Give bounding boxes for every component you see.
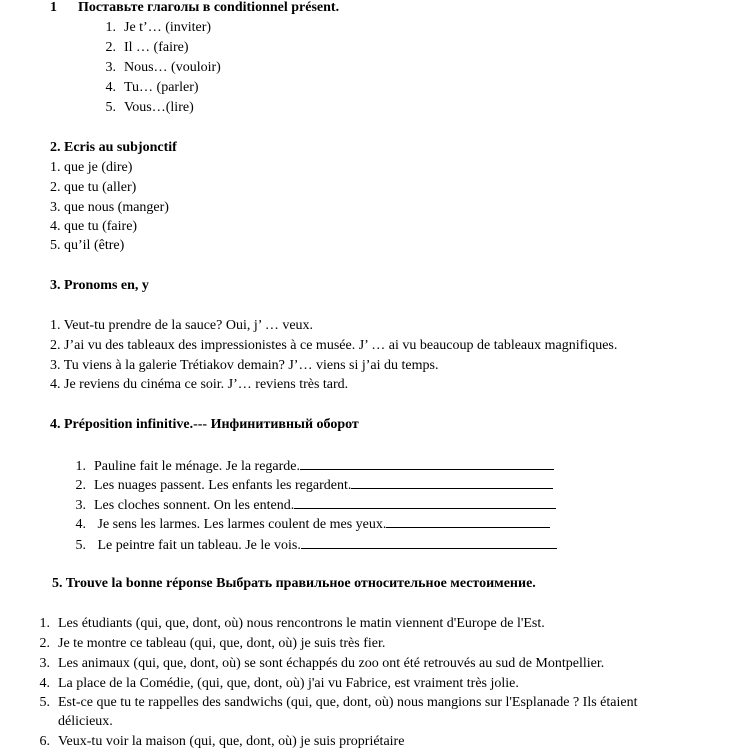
s4-item: 2. Les nuages passent. Les enfants les regardent. bbox=[64, 474, 553, 496]
s2-item: 3. que nous (manger) bbox=[50, 200, 169, 215]
s2-item: 4. que tu (faire) bbox=[50, 219, 138, 234]
s5-item: 5. Est-ce que tu te rappelles des sandwichs (qui, que, dont, où) nous mangions sur l'Esplanade ? Ils étaient bbox=[39, 695, 638, 710]
s5-item: 2. Je te montre ce tableau (qui, que, dont, où) je suis très fier. bbox=[39, 636, 386, 651]
section-1-title: Поставьте глаголы в conditionnel présent. bbox=[78, 0, 340, 15]
answer-blank[interactable] bbox=[294, 494, 556, 509]
s2-item: 2. que tu (aller) bbox=[50, 180, 137, 195]
section-3-title: 3. Pronoms en, y bbox=[50, 278, 149, 293]
answer-blank[interactable] bbox=[300, 455, 554, 470]
s4-item: 1. Pauline fait le ménage. Je la regarde. bbox=[64, 455, 554, 477]
s2-item: 5. qu’il (être) bbox=[50, 238, 125, 253]
s1-item: 2. Il … (faire) bbox=[105, 40, 189, 55]
section-2-title: 2. Ecris au subjonctif bbox=[50, 140, 177, 155]
s5-item: 3. Les animaux (qui, que, dont, où) se sont échappés du zoo ont été retrouvés au sud de Montpellier. bbox=[39, 656, 605, 671]
s5-item: 4. La place de la Comédie, (qui, que, dont, où) j'ai vu Fabrice, est vraiment très jolie. bbox=[39, 676, 519, 691]
s1-item: 5. Vous…(lire) bbox=[105, 100, 194, 115]
s4-item: 3. Les cloches sonnent. On les entend. bbox=[64, 494, 556, 516]
s1-item: 1. Je t’… (inviter) bbox=[105, 20, 212, 35]
s2-item: 1. que je (dire) bbox=[50, 160, 133, 175]
section-1-heading bbox=[50, 0, 339, 18]
s3-item: 1. Veut-tu prendre de la sauce? Oui, j’ … veux. bbox=[50, 318, 314, 333]
s5-item: 1. Les étudiants (qui, que, dont, où) nous rencontrons le matin viennent d'Europe de l'Est. bbox=[39, 616, 545, 631]
section-1-number: 1 bbox=[50, 0, 57, 15]
answer-blank[interactable] bbox=[301, 534, 557, 549]
s3-item: 3. Tu viens à la galerie Trétiakov demain? J’… viens si j’ai du temps. bbox=[50, 358, 439, 373]
s4-item: 5. Le peintre fait un tableau. Je le vois. bbox=[64, 534, 557, 556]
answer-blank[interactable] bbox=[351, 474, 553, 489]
s3-item: 2. J’ai vu des tableaux des impressionistes à ce musée. J’ … ai vu beaucoup de tableaux magnifiques. bbox=[50, 338, 618, 353]
section-5-title: 5. Trouve la bonne réponse Выбрать правильное относительное местоимение. bbox=[52, 576, 536, 591]
s1-item: 4. Tu… (parler) bbox=[105, 80, 199, 95]
s5-item: 6. Veux-tu voir la maison (qui, que, dont, où) je suis propriétaire bbox=[39, 734, 405, 749]
section-4-title: 4. Préposition infinitive.--- Инфинитивный оборот bbox=[50, 417, 359, 432]
s5-item-continuation: délicieux. bbox=[58, 714, 113, 729]
s3-item: 4. Je reviens du cinéma ce soir. J’… reviens très tard. bbox=[50, 377, 349, 392]
s4-item: 4. Je sens les larmes. Les larmes coulent de mes yeux. bbox=[64, 513, 550, 535]
answer-blank[interactable] bbox=[386, 513, 550, 528]
s1-item: 3. Nous… (vouloir) bbox=[105, 60, 221, 75]
